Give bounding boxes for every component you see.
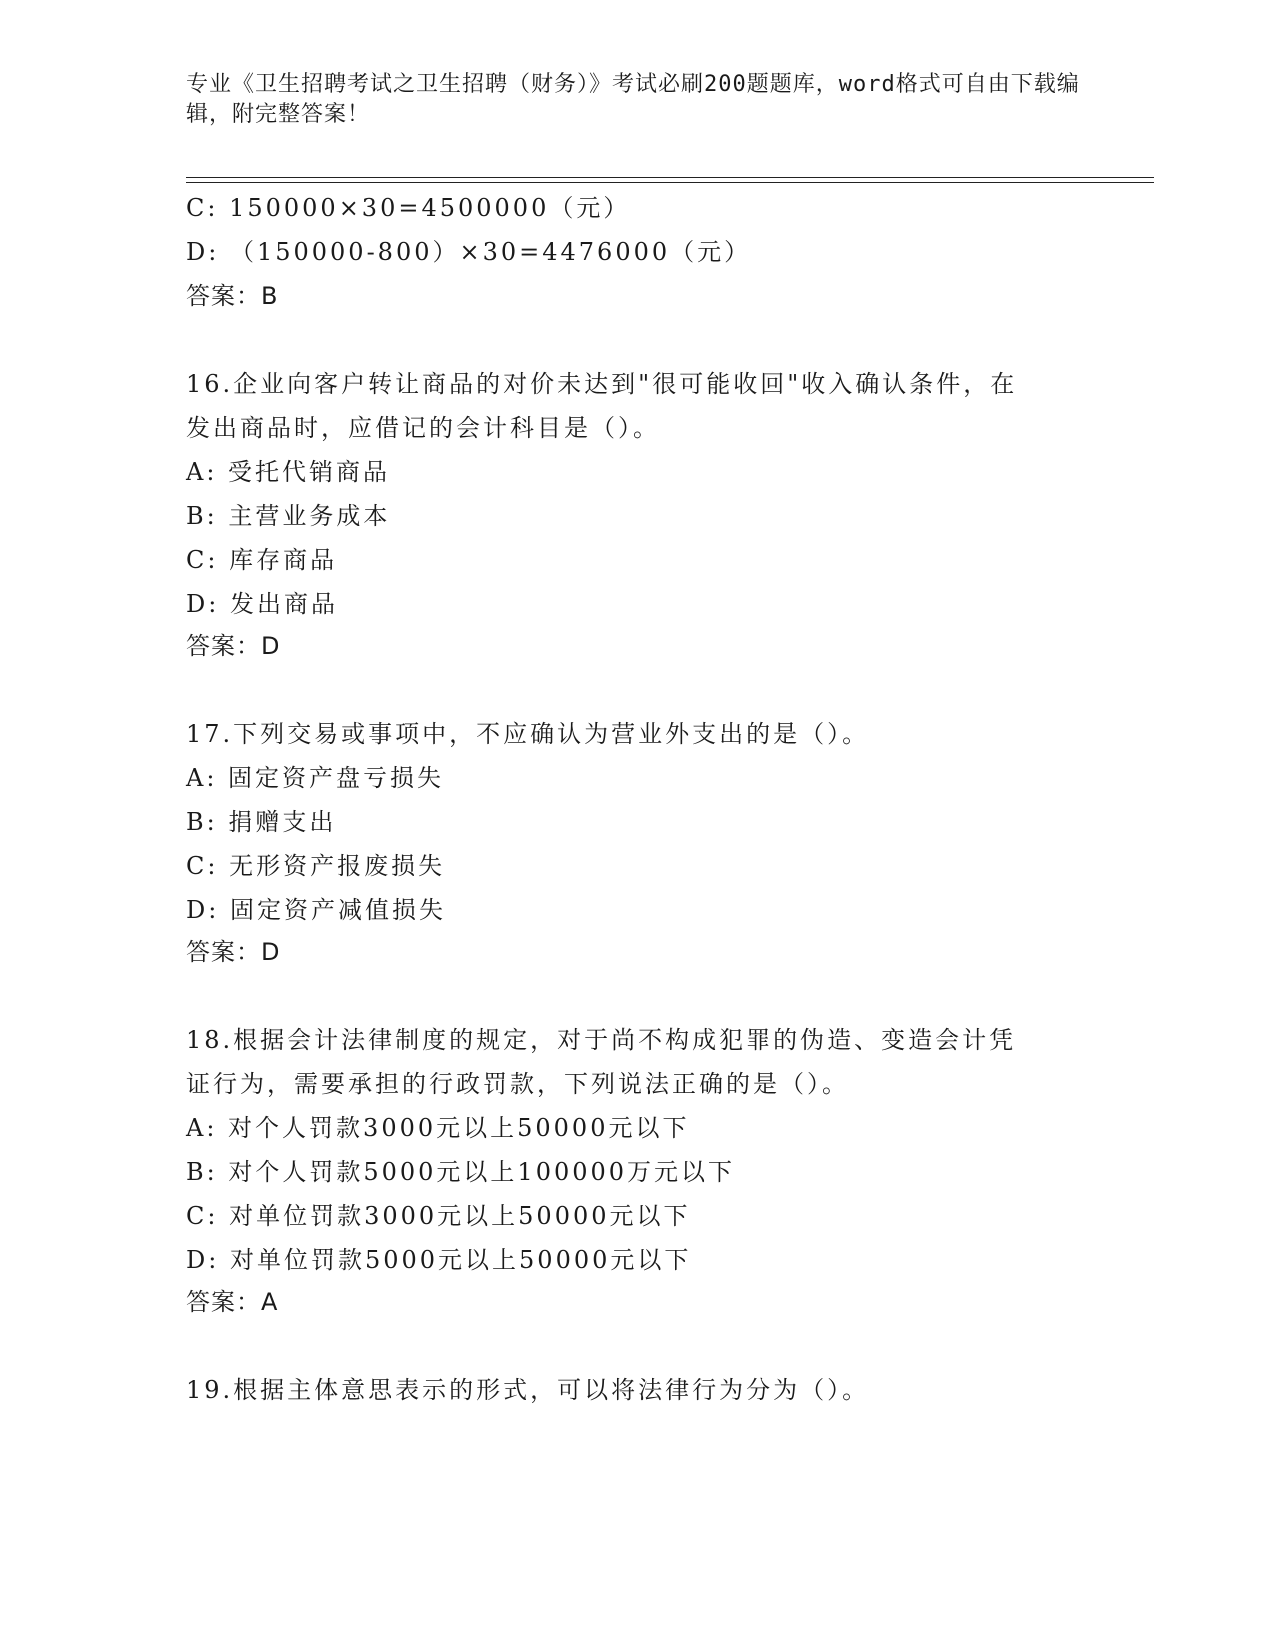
q18-option-a: A: 对个人罚款3000元以上50000元以下 — [186, 1114, 690, 1142]
header-rule-top — [186, 177, 1154, 178]
q17-answer: 答案：D — [186, 938, 281, 966]
q16-option-c: C: 库存商品 — [186, 546, 338, 574]
q15-option-d: D: （150000-800）×30=4476000（元） — [186, 238, 752, 266]
q18-option-d: D: 对单位罚款5000元以上50000元以下 — [186, 1246, 692, 1274]
q15-answer: 答案：B — [186, 282, 279, 310]
q16-stem-line-2: 发出商品时，应借记的会计科目是（）。 — [186, 414, 660, 442]
q16-option-a: A: 受托代销商品 — [186, 458, 391, 486]
q19-stem-line-1: 19.根据主体意思表示的形式，可以将法律行为分为（）。 — [186, 1376, 870, 1404]
q17-option-d: D: 固定资产减值损失 — [186, 896, 446, 924]
q18-option-c: C: 对单位罚款3000元以上50000元以下 — [186, 1202, 691, 1230]
q15-option-c: C: 150000×30=4500000（元） — [186, 194, 631, 222]
q16-answer: 答案：D — [186, 632, 281, 660]
q16-option-d: D: 发出商品 — [186, 590, 338, 618]
q17-option-b: B: 捐赠支出 — [186, 808, 337, 836]
q18-stem-line-1: 18.根据会计法律制度的规定，对于尚不构成犯罪的伪造、变造会计凭 — [186, 1026, 1017, 1054]
document-header: 专业《卫生招聘考试之卫生招聘（财务）》考试必刷200题题库，word格式可自由下载编辑，附完整答案！ — [186, 72, 1080, 127]
q18-stem-line-2: 证行为，需要承担的行政罚款，下列说法正确的是（）。 — [186, 1070, 849, 1098]
q17-option-a: A: 固定资产盘亏损失 — [186, 764, 445, 792]
q18-answer: 答案：A — [186, 1288, 279, 1316]
q16-stem-line-1: 16.企业向客户转让商品的对价未达到"很可能收回"收入确认条件，在 — [186, 370, 1018, 398]
q17-option-c: C: 无形资产报废损失 — [186, 852, 446, 880]
header-rule-bottom — [186, 182, 1154, 183]
q16-option-b: B: 主营业务成本 — [186, 502, 391, 530]
q17-stem-line-1: 17.下列交易或事项中，不应确认为营业外支出的是（）。 — [186, 720, 870, 748]
q18-option-b: B: 对个人罚款5000元以上100000万元以下 — [186, 1158, 736, 1186]
